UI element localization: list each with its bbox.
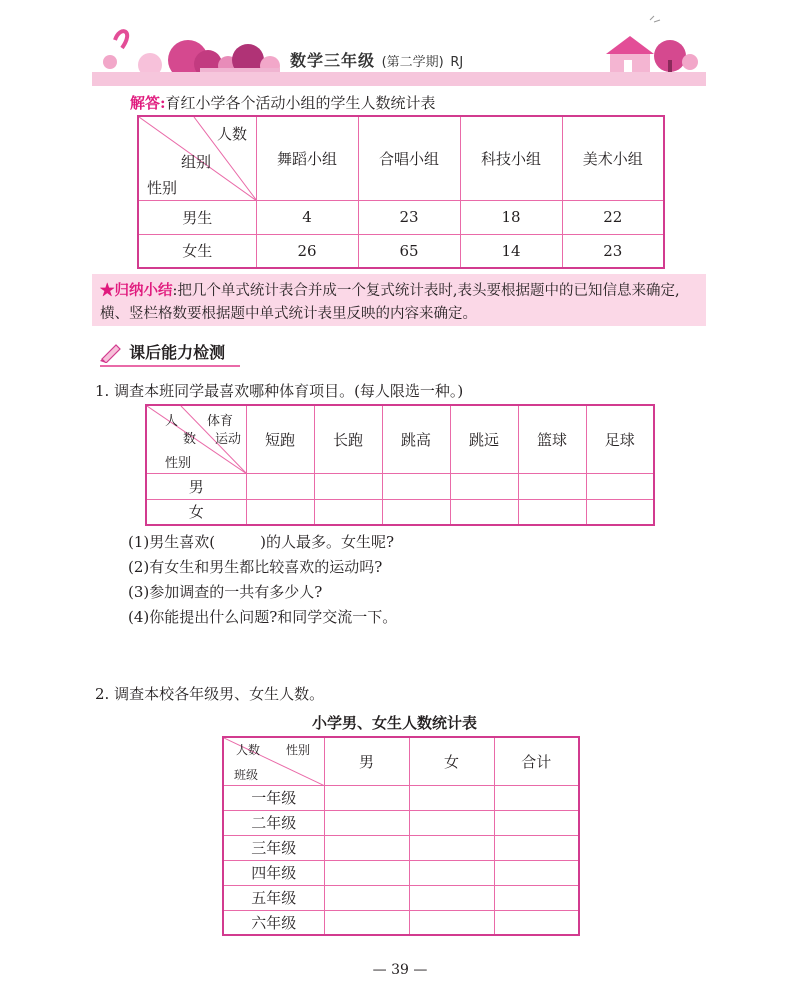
answer-heading: [130, 92, 436, 113]
header-title: [290, 48, 570, 71]
table-row: [223, 885, 579, 910]
blank-cell[interactable]: [409, 785, 494, 810]
column-header: 足球: [586, 405, 654, 473]
blank-cell[interactable]: [494, 860, 579, 885]
corner-gender: 性别: [286, 743, 311, 757]
row-label: 男: [146, 473, 246, 499]
blank-cell[interactable]: [324, 810, 409, 835]
blank-cell[interactable]: [450, 499, 518, 525]
blank-cell[interactable]: [518, 473, 586, 499]
table-cell: 26: [256, 234, 358, 268]
corner-gender-label: 性别: [147, 179, 178, 197]
corner-d: 运动: [215, 432, 242, 447]
blank-cell[interactable]: [450, 473, 518, 499]
q1-table-corner: [146, 405, 246, 473]
corner-c: 数: [183, 432, 197, 447]
q2-table-title: 小学男、女生人数统计表: [312, 714, 478, 732]
summary-text: [100, 279, 700, 326]
header-decoration-left: [100, 20, 290, 80]
corner-e: 性别: [165, 456, 192, 471]
column-header: 女: [409, 737, 494, 785]
table-row: [146, 473, 654, 499]
table-row: [138, 200, 664, 234]
blank-cell[interactable]: [518, 499, 586, 525]
row-label: 女生: [138, 234, 256, 268]
column-header: 舞蹈小组: [256, 116, 358, 200]
row-label: 五年级: [223, 885, 324, 910]
corner-grade: 班级: [234, 768, 259, 782]
blank-cell[interactable]: [409, 885, 494, 910]
row-label: 男生: [138, 200, 256, 234]
table-cell: 14: [460, 234, 562, 268]
blank-cell[interactable]: [246, 499, 314, 525]
corner-a: 人: [165, 414, 179, 429]
blank-cell[interactable]: [382, 499, 450, 525]
table-row: [223, 810, 579, 835]
column-header: 美术小组: [562, 116, 664, 200]
section-underline: [100, 365, 240, 367]
column-header: 科技小组: [460, 116, 562, 200]
blank-cell[interactable]: [409, 835, 494, 860]
blank-cell[interactable]: [586, 499, 654, 525]
blank-cell[interactable]: [494, 810, 579, 835]
page-number: — 39 —: [372, 962, 428, 978]
q1-sub-3: (3)参加调查的一共有多少人?: [128, 583, 323, 601]
table-row: [146, 499, 654, 525]
column-header: 跳高: [382, 405, 450, 473]
row-label: 女: [146, 499, 246, 525]
column-header: 篮球: [518, 405, 586, 473]
column-header: 长跑: [314, 405, 382, 473]
table-row: [223, 785, 579, 810]
table-cell: 4: [256, 200, 358, 234]
corner-count: 人数: [236, 743, 261, 757]
row-label: 四年级: [223, 860, 324, 885]
row-label: 二年级: [223, 810, 324, 835]
column-header: 合唱小组: [358, 116, 460, 200]
q1-sub-2: (2)有女生和男生都比较喜欢的运动吗?: [128, 558, 383, 576]
blank-cell[interactable]: [494, 885, 579, 910]
section-title: 课后能力检测: [129, 343, 226, 362]
blank-cell[interactable]: [409, 910, 494, 935]
summary-body: :把几个单式统计表合并成一个复式统计表时,表头要根据题中的已知信息来确定,横、竖栏格数要根据题中单式统计表里反映的内容来确定。: [100, 283, 680, 322]
table-row: [223, 860, 579, 885]
blank-cell[interactable]: [314, 473, 382, 499]
row-label: 一年级: [223, 785, 324, 810]
table-row: [223, 835, 579, 860]
q1-sub-4: (4)你能提出什么问题?和同学交流一下。: [128, 608, 398, 626]
section-heading: [100, 340, 225, 363]
answer-table: [137, 115, 665, 269]
book-edition: RJ: [450, 55, 464, 70]
blank-cell[interactable]: [324, 860, 409, 885]
blank-cell[interactable]: [324, 885, 409, 910]
table-cell: 22: [562, 200, 664, 234]
blank-cell[interactable]: [494, 785, 579, 810]
q1-sub-1: (1)男生喜欢( )的人最多。女生呢?: [128, 533, 394, 551]
blank-cell[interactable]: [586, 473, 654, 499]
blank-cell[interactable]: [246, 473, 314, 499]
table-cell: 65: [358, 234, 460, 268]
table-cell: 18: [460, 200, 562, 234]
header-decoration-right: [590, 14, 710, 80]
q1-table: [145, 404, 655, 526]
header-band: [92, 72, 706, 86]
row-label: 六年级: [223, 910, 324, 935]
column-header: 跳远: [450, 405, 518, 473]
answer-table-corner: [138, 116, 256, 200]
blank-cell[interactable]: [324, 910, 409, 935]
row-label: 三年级: [223, 835, 324, 860]
table-cell: 23: [562, 234, 664, 268]
corner-b: 体育: [207, 414, 234, 429]
blank-cell[interactable]: [494, 910, 579, 935]
table-row: [223, 910, 579, 935]
column-header: 男: [324, 737, 409, 785]
column-header: 短跑: [246, 405, 314, 473]
blank-cell[interactable]: [409, 860, 494, 885]
answer-label: 解答:: [130, 94, 166, 112]
book-title: 数学三年级: [290, 51, 376, 70]
blank-cell[interactable]: [314, 499, 382, 525]
blank-cell[interactable]: [494, 835, 579, 860]
book-term: (第二学期): [381, 55, 444, 70]
corner-group-label: 组别: [181, 153, 212, 171]
q2-table-corner: [223, 737, 324, 785]
column-header: 合计: [494, 737, 579, 785]
question-1: 1. 调查本班同学最喜欢哪种体育项目。(每人限选一种。): [95, 382, 464, 400]
blank-cell[interactable]: [324, 785, 409, 810]
q2-table: [222, 736, 580, 936]
blank-cell[interactable]: [409, 810, 494, 835]
blank-cell[interactable]: [382, 473, 450, 499]
table-cell: 23: [358, 200, 460, 234]
summary-label: ★归纳小结: [100, 282, 173, 299]
pencil-icon: [100, 341, 124, 363]
answer-title: 育红小学各个活动小组的学生人数统计表: [165, 94, 436, 112]
table-row: [138, 234, 664, 268]
corner-count-label: 人数: [217, 125, 248, 143]
question-2: 2. 调查本校各年级男、女生人数。: [95, 685, 325, 703]
blank-cell[interactable]: [324, 835, 409, 860]
